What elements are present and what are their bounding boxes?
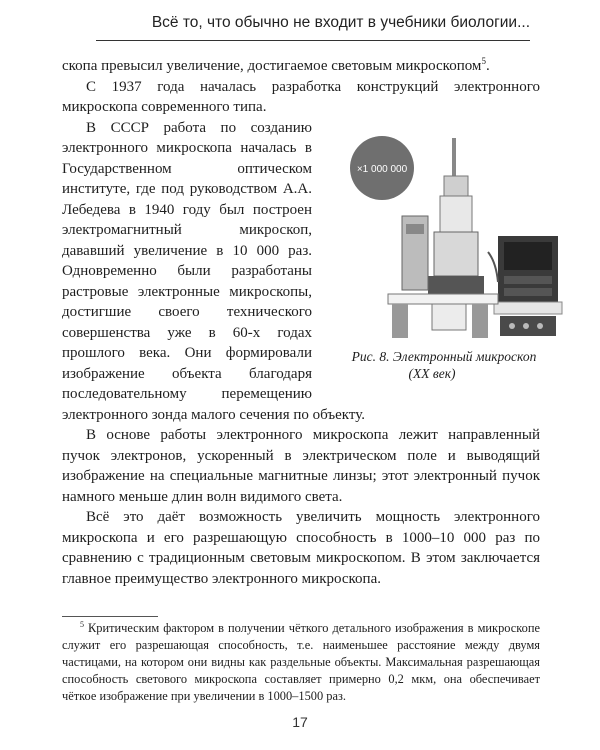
paragraph-continuation xyxy=(62,56,540,77)
microscope-desk xyxy=(388,294,498,304)
main-text xyxy=(62,56,540,589)
footnote-rule xyxy=(62,616,158,617)
footnote-text: Критическим фактором в получении чёткого детального изображения в микроскопе служит его разрешающая способность, т.е. наименьшее расстояние между двумя частицами, на котором они видны как раздельные объекты. Максимальная разрешающая способность светового микроскопа составляет примерно 0,2 мкм, она обеспечивает чёткое изображение при увеличении в 1000–1500 раз. xyxy=(62,621,540,703)
paragraph-5: Всё это даёт возможность увеличить мощность электронного микроскопа и его разрешающую способность в 1000–10 000 раз по сравнению с традиционным световым микроскопом. В этом заключается главное преимущество электронного микроскопа. xyxy=(62,509,540,587)
magnification-badge-text: ×1 000 000 xyxy=(356,163,408,175)
electron-microscope-illustration xyxy=(348,132,564,342)
footnote xyxy=(62,620,540,705)
paragraph-2: С 1937 года началась разработка конструкций электронного микроскопа современного типа. xyxy=(62,78,540,115)
electron-microscope-image xyxy=(324,132,540,342)
microscope-column xyxy=(440,196,472,232)
paragraph-3-text: В СССР работа по созданию электронного микроскопа началась в Государственном оптическом институте, где под руководством А.А. Лебедева в 1940 году был построен электромагнитный микроскоп, дававший увеличение в 10 000 раз. Одновременно были разработаны растровые электронные микроскопы, достигшие своего технического совершенства уже в 60-х годах прошлого века. Они формировали изображение объекта благодаря последовательному перемещению электронного зонда малого сечения по объекту. xyxy=(62,119,365,423)
footnote-mark: 5 xyxy=(80,619,84,629)
paragraph-1-text: скопа превысил увеличение, достигаемое световым микроскопом xyxy=(62,58,482,74)
figure xyxy=(324,132,540,382)
page-number: 17 xyxy=(292,714,308,730)
paragraph-1-end: . xyxy=(485,58,490,74)
header-rule xyxy=(96,40,530,41)
paragraph-3 xyxy=(62,118,540,426)
footnote-reference: 5 xyxy=(481,56,486,66)
figure-caption: Рис. 8. Электронный микроскоп (XX век) xyxy=(351,348,537,381)
running-header: Всё то, что обычно не входит в учебники биологии... xyxy=(151,14,530,31)
paragraph-4: В основе работы электронного микроскопа лежит направленный пучок электронов, ускоренный в электрическом поле и выводящий изображение на специальные магнитные линзы; этот электронный пучок намного меньше длин волн видимого света. xyxy=(62,427,540,505)
footnote-paragraph xyxy=(62,620,540,705)
